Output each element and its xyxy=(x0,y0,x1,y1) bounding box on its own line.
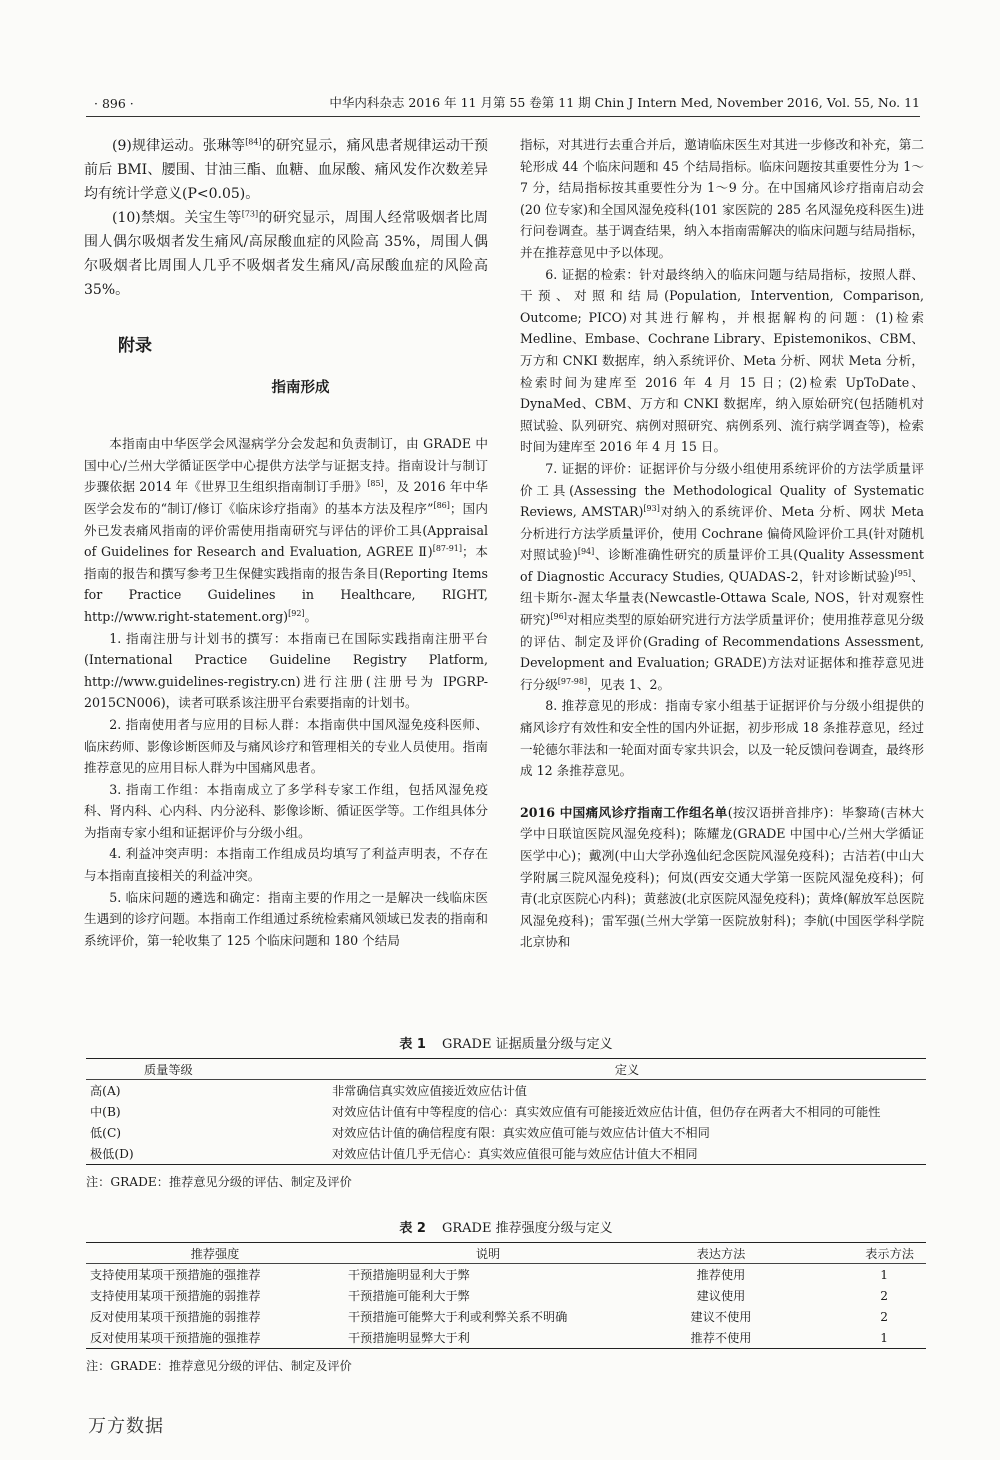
working-group-heading: 2016 中国痛风诊疗指南工作组名单 xyxy=(520,804,728,820)
text-span: 本指南由中华医学会风湿病学分会发起和负责制订，由 GRADE 中国中心/兰州大学循证医学中心提供方法学与证据支持。指南设计与制订步骤依据 2014 年《世界卫生组织指南制订手册》 xyxy=(84,436,488,495)
item-lead: (10)禁烟。 xyxy=(112,210,185,226)
table-number: 表 1 xyxy=(399,1037,426,1052)
table-cell: 2 xyxy=(880,1309,888,1324)
table-cell: 低(C) xyxy=(90,1126,122,1140)
table-cell: 干预措施明显弊大于利 xyxy=(344,1327,632,1349)
text-span: ，及 2016 年中华医学会发布的“制订/修订《临床诊疗指南》的基本方法及程序” xyxy=(84,479,488,516)
table-row xyxy=(86,1101,926,1122)
table-cell: 建议使用 xyxy=(696,1289,746,1303)
text-span: ；本指南的报告和撰写参考卫生保健实践指南的报告条目(Reporting Items for Practice Guidelines in Healthcare, RIGHT, http://www.right-statement.org) xyxy=(84,544,489,624)
table-row xyxy=(86,1080,926,1102)
wanfang-watermark: 万方数据 xyxy=(88,1416,164,1437)
text-span: (按汉语拼音排序)：毕黎琦(吉林大学中日联谊医院风湿免疫科)；陈耀龙(GRADE 中国中心/兰州大学循证医学中心)；戴冽(中山大学孙逸仙纪念医院风湿免疫科)；古洁若(中山大学附属三院风湿免疫科)；何岚(西安交通大学第一医院风湿免疫科)；何青(北京医院心内科)；黄慈波(北京医院风湿免疫科)；黄烽(解放军总医院风湿免疫科)；雷军强(兰州大学第一医院放射科)；李航(中国医学科学院北京协和 xyxy=(520,804,924,950)
section-heading: 指南形成 xyxy=(271,379,330,396)
journal-running-header: 中华内科杂志 2016 年 11 月第 55 卷第 11 期 Chin J Intern Med, November 2016, Vol. 55, No. 11 xyxy=(329,95,920,110)
column-header: 表达方法 xyxy=(632,1243,810,1264)
table-cell: 干预措施可能弊大于利或利弊关系不明确 xyxy=(348,1310,568,1324)
table-cell: 支持使用某项干预措施的弱推荐 xyxy=(90,1289,261,1303)
paragraph-item-3: 3. 指南工作组：本指南成立了多学科专家工作组，包括风湿免疫科、肾内科、心内科、内分泌科、影像诊断、循证医学等。工作组具体分为指南专家小组和证据评价与分级小组。 xyxy=(84,781,488,840)
citation: [96] xyxy=(550,611,567,621)
text-span: 对纳入的系统评价、Meta 分析、网状 Meta 分析进行方法学质量评价，使用 Cochrane 偏倚风险评价工具(针对随机对照试验) xyxy=(520,504,924,563)
table-cell: 对效应估计值几乎无信心：真实效应值很可能与效应估计值大不相同 xyxy=(328,1143,926,1165)
table-cell: 1 xyxy=(880,1267,888,1282)
table-cell: 中(B) xyxy=(90,1105,121,1119)
citation: [94] xyxy=(577,547,595,557)
text-span: ，见表 1、2。 xyxy=(587,676,671,692)
table-2-note: 注：GRADE：推荐意见分级的评估、制定及评价 xyxy=(86,1359,352,1373)
table-title: GRADE 推荐强度分级与定义 xyxy=(441,1221,613,1236)
table-cell: 推荐不使用 xyxy=(632,1327,810,1349)
table-number: 表 2 xyxy=(399,1221,426,1236)
paragraph-item-7 xyxy=(520,458,924,696)
table-header-row xyxy=(86,1059,926,1080)
citation: [97-98] xyxy=(557,676,588,686)
table-cell: 反对使用某项干预措施的弱推荐 xyxy=(90,1310,261,1324)
table-2-caption xyxy=(86,1217,926,1236)
column-header: 表示方法 xyxy=(810,1243,926,1264)
text-span: 对相应类型的原始研究进行方法学质量评价；使用推荐意见分级的评估、制定及评价(Grading of Recommendations Assessment, Development and Evaluation; GRADE)方法对证据体和推荐意见进行分级 xyxy=(520,612,925,692)
paragraph-exercise xyxy=(84,134,488,206)
table-1 xyxy=(86,1058,926,1165)
text-span: 的研究显示，痛风患者规律运动干预前后 BMI、腰围、甘油三酯、血糖、血尿酸、痛风发作次数差异均有统计学意义(P<0.05)。 xyxy=(84,138,488,202)
table-row xyxy=(86,1306,926,1327)
paragraph-item-5-continued: 指标，对其进行去重合并后，邀请临床医生对其进一步修改和补充，第二轮形成 44 个临床问题和 45 个结局指标。临床问题按其重要性分为 1～7 分，结局指标按其重要性分为 1～9 分。在中国痛风诊疗指南启动会(20 位专家)和全国风湿免疫科(101 家医院的 285 名风湿免疫科医生)进行问卷调查。基于调查结果，纳入本指南需解决的临床问题与结局指标，并在推荐意见中予以体现。 xyxy=(520,137,924,260)
header-rule xyxy=(86,116,920,117)
text-span: 的研究显示，周围人经常吸烟者比周围人偶尔吸烟者发生痛风/高尿酸血症的风险高 35%，周围人偶尔吸烟者比周围人几乎不吸烟者发生痛风/高尿酸血症的风险高 35%。 xyxy=(84,210,489,298)
paragraph-item-5: 5. 临床问题的遴选和确定：指南主要的作用之一是解决一线临床医生遇到的诊疗问题。本指南工作组通过系统检索痛风领域已发表的指南和系统评价，第一轮收集了 125 个临床问题和 180 个结局 xyxy=(84,889,488,948)
table-cell: 干预措施可能利大于弊 xyxy=(348,1289,470,1303)
text-span: 关宝生等 xyxy=(184,210,242,226)
citation: [92] xyxy=(288,608,305,618)
table-cell: 反对使用某项干预措施的强推荐 xyxy=(86,1327,344,1349)
paragraph-item-1: 1. 指南注册与计划书的撰写：本指南已在国际实践指南注册平台(International Practice Guideline Registry Platform, http://www.guidelines-registry.cn)进行注册(注册号为 IPGRP-2015CN006)，读者可联系该注册平台索要指南的计划书。 xyxy=(84,630,488,711)
table-row xyxy=(86,1327,926,1349)
text-span: 张琳等 xyxy=(202,138,246,154)
table-cell: 2 xyxy=(880,1288,888,1303)
table-header-row xyxy=(86,1243,926,1264)
table-cell: 对效应估计值的确信程度有限：真实效应值可能与效应估计值大不相同 xyxy=(332,1126,710,1140)
table-row xyxy=(86,1264,926,1286)
table-1-caption xyxy=(86,1033,926,1052)
paragraph-item-8: 8. 推荐意见的形成：指南专家小组基于证据评价与分级小组提供的痛风诊疗有效性和安全性的国内外证据，初步形成 18 条推荐意见，经过一轮德尔菲法和一轮面对面专家共识会，以及一轮反馈问卷调查，最终形成 12 条推荐意见。 xyxy=(520,698,924,779)
citation: [86] xyxy=(433,500,450,510)
column-header: 推荐强度 xyxy=(86,1243,344,1264)
table-2-block xyxy=(86,1217,926,1374)
text-span: ；国内外已发表痛风指南的评价需使用指南研究与评估的评价工具(Appraisal of Guidelines for Research and Evaluation, AGREE Ⅱ) xyxy=(84,500,489,560)
table-cell: 1 xyxy=(810,1327,926,1349)
table-cell: 非常确信真实效应值接近效应估计值 xyxy=(332,1084,527,1098)
table-cell: 对效应估计值有中等程度的信心：真实效应值有可能接近效应估计值，但仍存在两者大不相同的可能性 xyxy=(332,1105,881,1119)
citation: [95] xyxy=(894,568,912,578)
text-span: 、纽卡斯尔-渥太华量表(Newcastle-Ottawa Scale, NOS，针对观察性研究) xyxy=(520,568,924,628)
table-row xyxy=(86,1122,926,1143)
paragraph-intro xyxy=(84,433,488,627)
table-1-block xyxy=(86,1033,926,1190)
citation: [87-91] xyxy=(432,543,463,553)
table-cell: 高(A) xyxy=(90,1084,121,1098)
table-1-note: 注：GRADE：推荐意见分级的评估、制定及评价 xyxy=(86,1175,352,1189)
right-column xyxy=(520,134,924,953)
table-cell: 建议不使用 xyxy=(690,1310,752,1324)
item-lead: (9)规律运动。 xyxy=(112,138,203,154)
appendix-heading: 附录 xyxy=(118,336,152,356)
table-cell: 干预措施明显利大于弊 xyxy=(348,1268,470,1282)
column-header: 说明 xyxy=(344,1243,632,1264)
column-header: 定义 xyxy=(328,1059,926,1080)
citation: [73] xyxy=(241,209,259,219)
text-span: 7. 证据的评价：证据评价与分级小组使用系统评价的方法学质量评价工具(Assessing the Methodological Quality of Systematic Reviews, AMSTAR) xyxy=(520,460,924,520)
citation: [84] xyxy=(245,137,262,147)
table-cell: 支持使用某项干预措施的强推荐 xyxy=(90,1268,261,1282)
table-2 xyxy=(86,1242,926,1349)
paragraph-item-4: 4. 利益冲突声明：本指南工作组成员均填写了利益声明表，不存在与本指南直接相关的利益冲突。 xyxy=(84,846,488,884)
paragraph-smoking xyxy=(84,206,488,302)
table-title: GRADE 证据质量分级与定义 xyxy=(441,1037,613,1052)
text-span: 。 xyxy=(304,608,318,624)
table-cell: 极低(D) xyxy=(86,1143,328,1165)
citation: [93] xyxy=(643,503,660,513)
paragraph-item-2: 2. 指南使用者与应用的目标人群：本指南供中国风湿免疫科医师、临床药师、影像诊断医师及与痛风诊疗和管理相关的专业人员使用。指南推荐意见的应用目标人群为中国痛风患者。 xyxy=(84,716,488,776)
page-number: · 896 · xyxy=(94,96,134,111)
column-header: 质量等级 xyxy=(86,1059,328,1080)
left-column xyxy=(84,134,488,951)
citation: [85] xyxy=(367,479,384,489)
text-span: 、诊断准确性研究的质量评价工具(Quality Assessment of Diagnostic Accuracy Studies, QUADAS-2，针对诊断试验) xyxy=(520,547,924,584)
paragraph-item-6: 6. 证据的检索：针对最终纳入的临床问题与结局指标，按照人群、干预、对照和结局(Population, Intervention, Comparison, Outcome; PICO)对其进行解构，并根据解构的问题：(1)检索 Medline、Embase、Cochrane Library、Epistemonikos、CBM、万方和 CNKI 数据库，纳入系统评价、Meta 分析、网状 Meta 分析，检索时间为建库至 2016 年 4 月 15 日；(2)检索 UpToDate、DynaMed、CBM、万方和 CNKI 数据库，纳入原始研究(包括随机对照试验、队列研究、病例对照研究、病例系列、流行病学调查等)，检索时间为建库至 2016 年 4 月 15 日。 xyxy=(520,266,924,455)
table-row xyxy=(86,1285,926,1306)
table-row xyxy=(86,1143,926,1165)
paragraph-working-group xyxy=(520,802,924,953)
table-cell: 推荐使用 xyxy=(696,1268,746,1282)
